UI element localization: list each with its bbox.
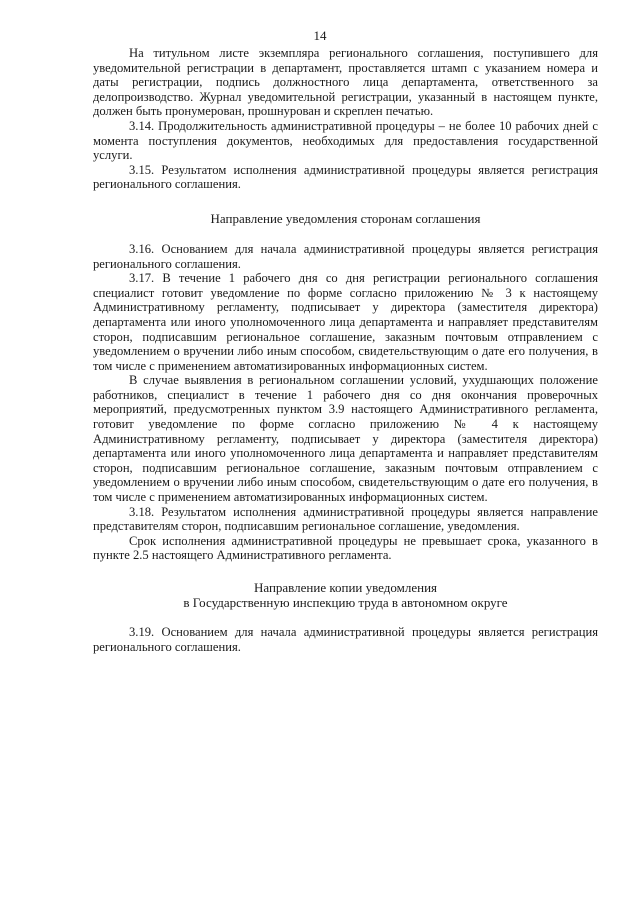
paragraph-title-stamp: На титульном листе экземпляра регионального соглашения, поступившего для уведомительной регистрации в департамент, проставляется штамп с указанием номера и даты регистрации, подпись должностного лица департамента, ответственного за делопроизводство. Журнал уведомительной регистрации, указанный в настоящем пункте, должен быть пронумерован, прошнурован и скреплен печатью. [93, 46, 598, 119]
paragraph-3-19: 3.19. Основанием для начала административной процедуры является регистрация регионального соглашения. [93, 625, 598, 654]
section-heading-notification: Направление уведомления сторонам соглашения [210, 210, 481, 226]
page-number: 14 [313, 28, 327, 43]
paragraph-3-15: 3.15. Результатом исполнения административной процедуры является регистрация регионального соглашения. [93, 162, 598, 192]
paragraph-3-18: 3.18. Результатом исполнения административной процедуры является направление представителям сторон, подписавшим региональное соглашение, уведомления. [93, 504, 598, 534]
document-body [93, 46, 598, 654]
section-heading-copy-to-inspection [93, 580, 598, 610]
paragraph-3-17: 3.17. В течение 1 рабочего дня со дня регистрации регионального соглашения специалист готовит уведомление по форме согласно приложению № 3 к настоящему Административному регламенту, подписывает у директора (заместителя директора) департамента или иного уполномоченного лица департамента и направляет представителям сторон, подписавшим региональное соглашение, заказным почтовым отправлением с уведомлением о вручении либо иным способом, свидетельствующим о дате его получения, в том числе с применением автоматизированных информационных систем. [93, 271, 598, 373]
section-heading-line-1: Направление копии уведомления [253, 580, 438, 595]
paragraph-3-16: 3.16. Основанием для начала административной процедуры является регистрация регионального соглашения. [93, 241, 598, 271]
paragraph-worsening-conditions: В случае выявления в региональном соглашении условий, ухудшающих положение работников, специалист в течение 1 рабочего дня со дня окончания проверочных мероприятий, предусмотренных пунктом 3.9 настоящего Административного регламента, готовит уведомление по форме согласно приложению № 4 к настоящему Административному регламенту, подписывает у директора (заместителя директора) департамента или иного уполномоченного лица департамента и направляет представителям сторон, подписавшим региональное соглашение, заказным почтовым отправлением с уведомлением о вручении либо иным способом, свидетельствующим о дате его получения, в том числе с применением автоматизированных информационных систем. [93, 373, 598, 505]
paragraph-deadline: Срок исполнения административной процедуры не превышает срока, указанного в пункте 2.5 настоящего Административного регламента. [93, 533, 598, 563]
section-heading-line-2: в Государственную инспекцию труда в автономном округе [183, 595, 508, 610]
paragraph-3-14: 3.14. Продолжительность административной процедуры – не более 10 рабочих дней с момента поступления документов, необходимых для предоставления государственной услуги. [93, 118, 598, 163]
